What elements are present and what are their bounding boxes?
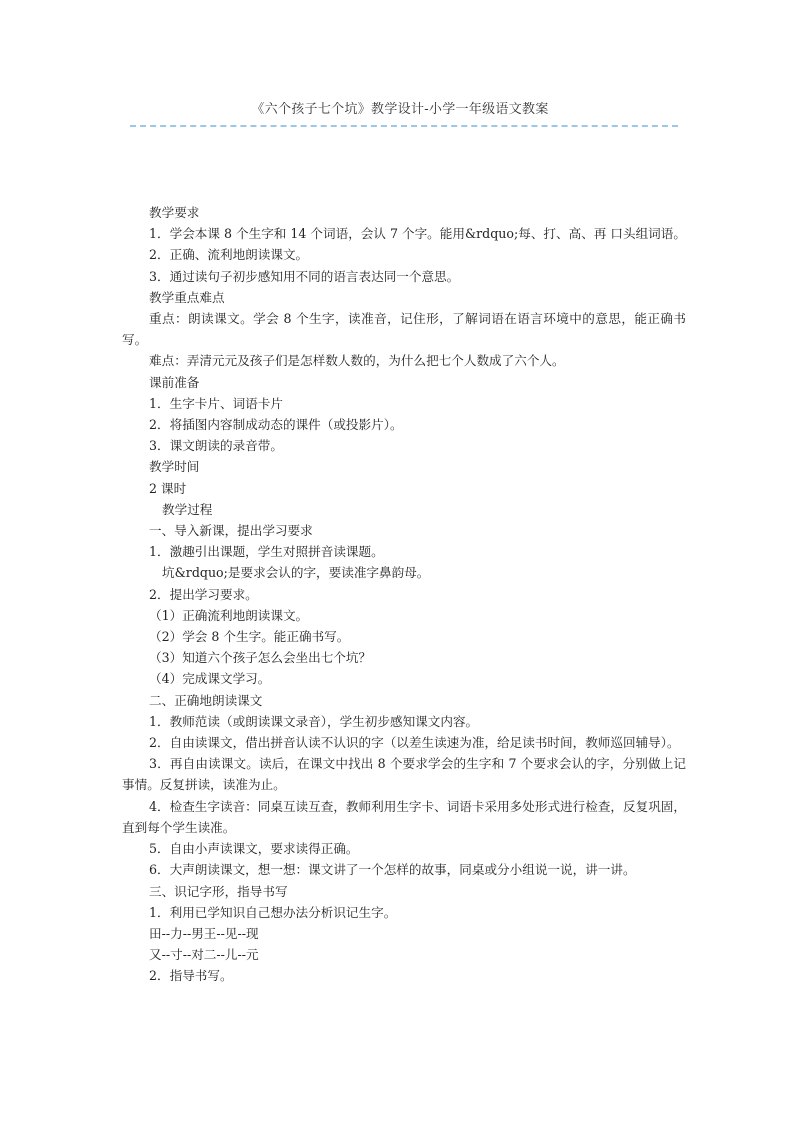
list-item: 3．课文朗读的录音带。 — [149, 438, 283, 454]
paragraph: 2 课时 — [149, 480, 187, 496]
list-item: 2．指导书写。 — [149, 968, 233, 984]
section-heading: 教学要求 — [149, 205, 200, 220]
list-item: （3）知道六个孩子怎么会坐出七个坑？ — [149, 650, 372, 666]
list-item: （4）完成课文学习。 — [149, 671, 271, 687]
list-item: 1．教师范读（或朗读课文录音），学生初步感知课文内容。 — [149, 713, 479, 729]
section-heading: 三、识记字形，指导书写 — [149, 883, 288, 899]
document-body — [122, 202, 686, 987]
list-item: （2）学会 8 个生字。能正确书写。 — [149, 629, 350, 645]
list-item: 2．将插图内容制成动态的课件（或投影片）。 — [149, 417, 403, 433]
list-item: 2．提出学习要求。 — [149, 586, 258, 602]
section-heading: 教学时间 — [149, 459, 200, 475]
document-title: 《六个孩子七个坑》教学设计-小学一年级语文教案 — [251, 102, 549, 117]
list-item: 6．大声朗读课文，想一想：课文讲了一个怎样的故事，同桌或分小组说一说，讲一讲。 — [149, 862, 636, 878]
section-heading: 二、正确地朗读课文 — [149, 692, 263, 708]
paragraph: 难点：弄清元元及孩子们是怎样数人数的，为什么把七个人数成了六个人。 — [149, 353, 565, 369]
paragraph: 3．再自由读课文。读后，在课文中找出 8 个要求学会的生字和 7 个要求会认的字，分别做上记事情。反复拼读，读准为止。 — [122, 756, 686, 793]
section-heading: 一、导入新课，提出学习要求 — [149, 523, 313, 539]
paragraph: 坑&rdquo;是要求会认的字，要读准字鼻韵母。 — [162, 565, 430, 581]
list-item: 1．利用已学知识自己想办法分析识记生字。 — [149, 904, 397, 920]
paragraph: 4．检查生字读音：同桌互读互查，教师利用生字卡、词语卡采用多处形式进行检查，反复巩固，直到每个学生读准。 — [122, 798, 686, 835]
list-item: 1．激趣引出课题，学生对照拼音读课题。 — [149, 544, 384, 560]
section-heading: 教学重点难点 — [149, 289, 225, 305]
paragraph: 1．学会本课 8 个生字和 14 个词语，会认 7 个字。能用&rdquo;每、打、高、再 口头组词语。 — [149, 226, 686, 242]
list-item: 3．通过读句子初步感知用不同的语言表达同一个意思。 — [149, 268, 460, 284]
character-breakdown: 又--寸--对二--儿--元 — [149, 947, 259, 963]
list-item: 2．正确、流利地朗读课文。 — [149, 247, 309, 263]
paragraph: 重点：朗读课文。学会 8 个生字，读准音，记住形，了解词语在语言环境中的意思，能正确书写。 — [122, 311, 686, 348]
list-item: 1．生字卡片、词语卡片 — [149, 395, 283, 411]
character-breakdown: 田--力--男王--见--现 — [149, 925, 259, 941]
list-item: 5．自由小声读课文，要求读得正确。 — [149, 841, 359, 857]
title-divider — [130, 125, 678, 127]
paragraph: 2．自由读课文，借出拼音认读不认识的字（以差生读速为准，给足读书时间，教师巡回辅导）。 — [149, 735, 680, 751]
section-heading: 课前准备 — [149, 374, 200, 390]
section-heading: 教学过程 — [162, 501, 213, 517]
list-item: （1）正确流利地朗读课文。 — [149, 607, 309, 623]
